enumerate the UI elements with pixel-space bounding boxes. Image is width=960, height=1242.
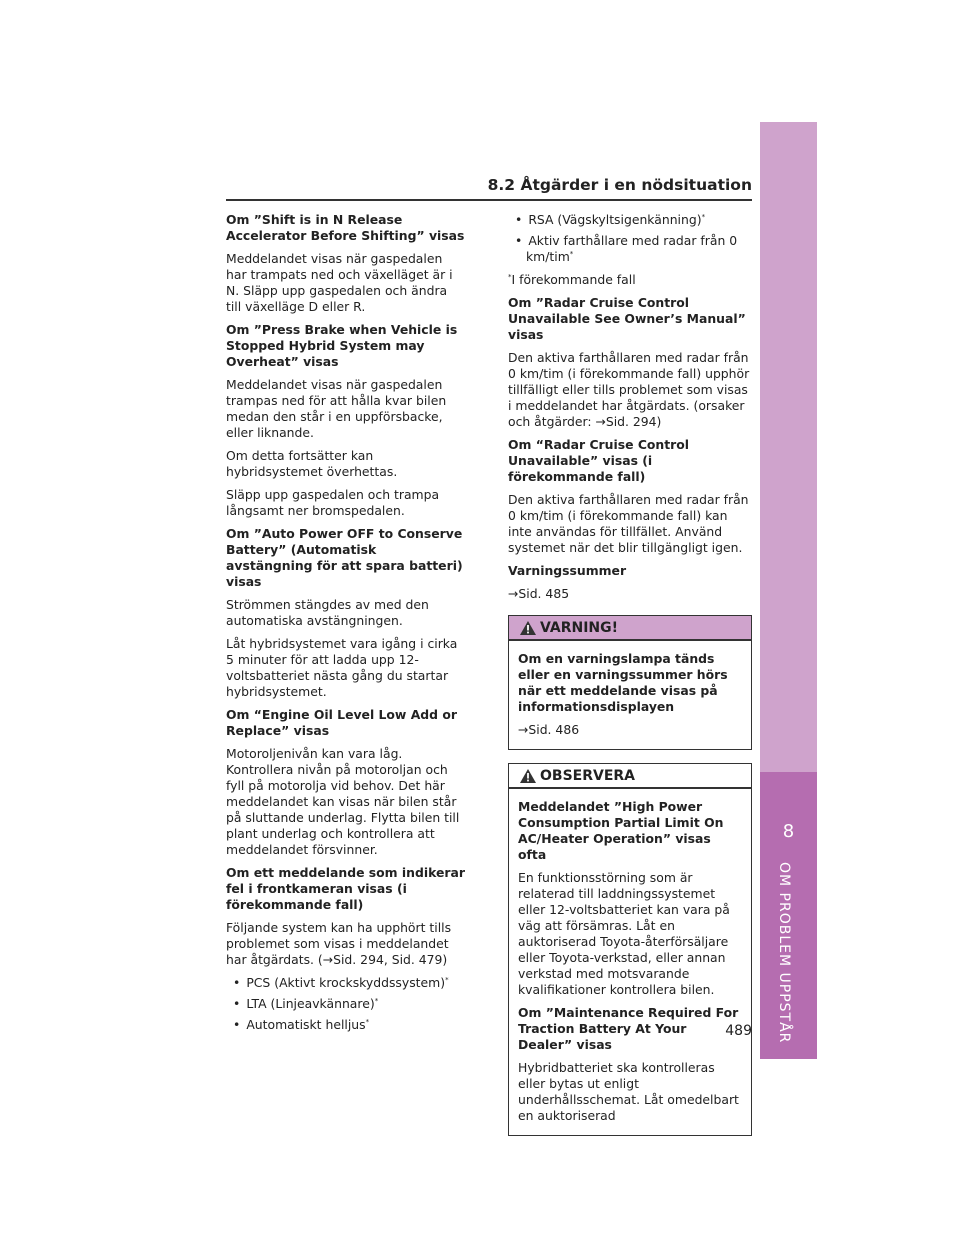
chapter-label: OM PROBLEM UPPSTÅR	[776, 862, 792, 1044]
footnote-mark: *	[365, 1017, 370, 1026]
notice-box	[508, 763, 752, 1136]
notice-box-header	[509, 764, 751, 789]
section-heading: Om “Radar Cruise Control Unavailable” visas (i förekommande fall)	[508, 437, 690, 484]
footnote	[508, 272, 752, 288]
section-heading: Om ”Press Brake when Vehicle is Stopped Hybrid System may Overheat” visas	[226, 322, 458, 369]
header-rule	[226, 199, 752, 201]
warning-box-body	[509, 641, 751, 749]
footnote-mark: *	[445, 975, 449, 984]
chapter-number: 8	[782, 821, 795, 842]
left-column	[226, 212, 466, 1040]
section-heading: Meddelandet ”High Power Consumption Partial Limit On AC/Heater Operation” visas ofta	[518, 799, 724, 862]
footnote-text: I förekommande fall	[511, 272, 636, 287]
section-heading: Varningssummer	[508, 563, 627, 578]
bullet-item	[508, 233, 752, 265]
body-text: Låt hybridsystemet vara igång i cirka 5 minuter för att ladda upp 12-voltsbatteriet nästa gång du startar hybridsystemet.	[226, 636, 458, 699]
warning-box-heading: Om en varningslampa tänds eller en varningssummer hörs när ett meddelande visas på informationsdisplayen	[518, 651, 728, 714]
bullet-item	[508, 212, 752, 228]
bullet-text: Aktiv farthållare med radar från 0 km/tim	[526, 233, 738, 264]
body-text: Den aktiva farthållaren med radar från 0 km/tim (i förekommande fall) upphör tillfälligt eller tills problemet som visas i meddelandet har åtgärdats. (orsaker och åtgärder: →Sid. 294)	[508, 350, 750, 429]
section-heading: Om ”Shift is in N Release Accelerator Before Shifting” visas	[226, 212, 465, 243]
body-text: →Sid. 485	[508, 586, 570, 601]
warning-box	[508, 615, 752, 750]
footnote-mark: *	[508, 272, 512, 281]
body-text: Meddelandet visas när gaspedalen trampas ned för att hålla kvar bilen medan den står i en uppförsbacke, eller liknande.	[226, 377, 447, 440]
bullet-text: RSA (Vägskyltsigenkänning)	[528, 212, 702, 227]
footnote-mark: *	[569, 249, 574, 258]
body-text: Om detta fortsätter kan hybridsystemet överhettas.	[226, 448, 398, 479]
body-text: Hybridbatteriet ska kontrolleras eller bytas ut enligt underhållsschemat. Låt omedelbart en auktoriserad	[518, 1060, 739, 1123]
left-bullet-list	[226, 975, 466, 1033]
warning-box-header	[509, 616, 751, 641]
left-paragraphs	[226, 212, 466, 968]
body-text: Den aktiva farthållaren med radar från 0 km/tim (i förekommande fall) kan inte användas för tillfället. Använd systemet när det blir tillgängligt igen.	[508, 492, 749, 555]
bullet-item	[226, 996, 466, 1012]
section-title: 8.2 Åtgärder i en nödsituation	[487, 176, 752, 194]
warning-triangle-icon	[520, 769, 536, 783]
bullet-text: PCS (Aktivt krockskyddssystem)	[246, 975, 446, 990]
notice-box-body	[509, 789, 751, 1135]
bullet-item	[226, 975, 466, 991]
right-paragraphs	[508, 295, 752, 602]
right-bullet-list	[508, 212, 752, 265]
section-heading: Om ett meddelande som indikerar fel i frontkameran visas (i förekommande fall)	[226, 865, 465, 912]
section-heading: Om ”Radar Cruise Control Unavailable See Owner’s Manual” visas	[508, 295, 746, 342]
body-text: Strömmen stängdes av med den automatiska avstängningen.	[226, 597, 429, 628]
right-column	[508, 212, 752, 1148]
warning-box-title: VARNING!	[540, 619, 619, 636]
warning-triangle-icon	[520, 621, 536, 635]
footnote-mark: *	[701, 212, 706, 221]
body-text: Meddelandet visas när gaspedalen har trampats ned och växelläget är i N. Släpp upp gaspedalen och ändra till växelläge D eller R.	[226, 251, 453, 314]
section-heading: Om ”Auto Power OFF to Conserve Battery” (Automatisk avstängning för att spara batteri) visas	[226, 526, 463, 589]
bullet-text: LTA (Linjeavkännare)	[246, 996, 375, 1011]
notice-box-title: OBSERVERA	[540, 767, 636, 784]
warning-box-text: →Sid. 486	[518, 722, 580, 737]
bullet-text: Automatiskt helljus	[246, 1017, 366, 1032]
bullet-item	[226, 1017, 466, 1033]
section-heading: Om “Engine Oil Level Low Add or Replace” visas	[226, 707, 457, 738]
body-text: Släpp upp gaspedalen och trampa långsamt ner bromspedalen.	[226, 487, 440, 518]
body-text: En funktionsstörning som är relaterad till laddningssystemet eller 12-voltsbatteriet kan vara på väg att försämras. Låt en auktoriserad Toyota-återförsäljare eller Toyota-verkstad, eller annan verkstad med motsvarande kvalifikationer kontrollera bilen.	[518, 870, 730, 997]
footnote-mark: *	[374, 996, 379, 1005]
body-text: Följande system kan ha upphört tills problemet som visas i meddelandet har åtgärdats. (→Sid. 294, Sid. 479)	[226, 920, 452, 967]
body-text: Motoroljenivån kan vara låg. Kontrollera nivån på motoroljan och fyll på motorolja vid behov. Det här meddelandet kan visas när bilen står på sluttande underlag. Flytta bilen till plant underlag och kontrollera att meddelandet försvinner.	[226, 746, 460, 857]
page-number: 489	[725, 1023, 752, 1039]
section-heading: Om ”Maintenance Required For Traction Battery At Your Dealer” visas	[518, 1005, 739, 1052]
